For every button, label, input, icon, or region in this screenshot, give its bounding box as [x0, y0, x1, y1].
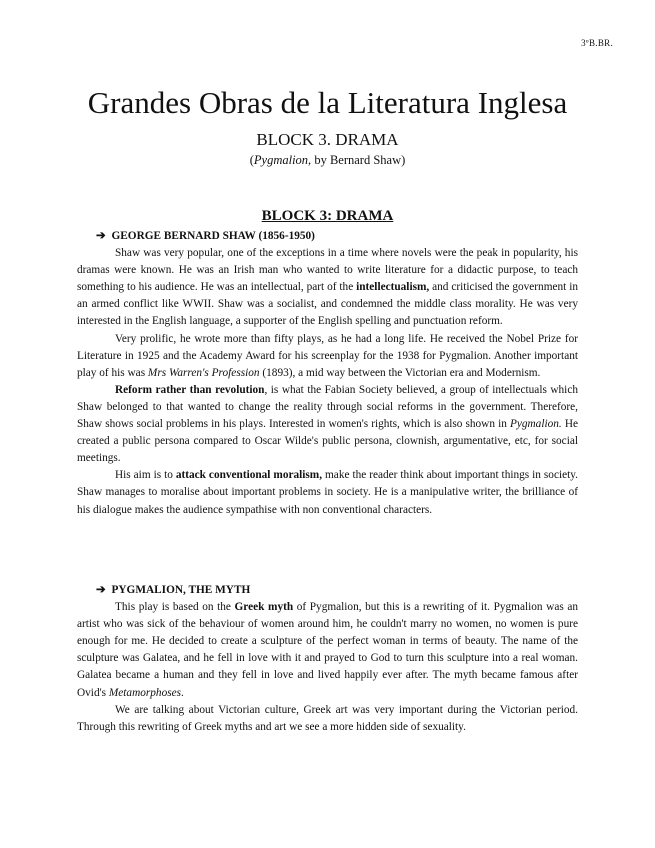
text-run: of Pygmalion, but this is a rewriting of it. Pygmalion was an artist who was sick of the behaviour of women around him, he couldn't marry no women, no women is pure enough for me. He decided to create a sculpture of the perfect woman in terms of beauty. The name of the sculpture was Galatea, and he fell in love with it and prayed to God to turn this sculpture into a real woman. Galatea became a human and they fell in love and lived happily ever after. The myth became famous after Ovid's	[77, 601, 578, 699]
open-paren: (	[249, 153, 254, 167]
topic-heading-myth	[77, 582, 578, 599]
bold-term: Reform rather than revolution	[115, 383, 265, 396]
paragraph	[77, 382, 578, 467]
paragraph: We are talking about Victorian culture, Greek art was very important during the Victorian period. Through this rewriting of Greek myths and art we see a more hidden side of sexuality.	[77, 703, 578, 733]
arrow-right-icon: ➔	[96, 230, 106, 242]
text-run: make the reader think about important things in society. Shaw manages to moralise about important problems in society. He is a manipulative writer, the brilliance of his dialogue makes the audience sympathise with non conventional characters.	[77, 469, 578, 516]
paragraph	[77, 599, 578, 702]
italic-title: Mrs Warren's Profession	[147, 366, 260, 379]
bold-term: Greek myth	[234, 601, 294, 614]
text-run: This play is based on the	[115, 601, 235, 614]
paragraph	[77, 467, 578, 518]
work-title: Pygmalion,	[253, 153, 312, 167]
section-shaw	[77, 228, 578, 519]
italic-title: Metamorphoses	[108, 686, 182, 699]
italic-title: Pygmalion.	[509, 418, 562, 431]
text-run: and criticised the government in an armed conflict like WWII. Shaw was a socialist, and condemned the middle class morality. He was very interested in the English language, a supporter of the English spelling and punctuation reform.	[77, 281, 578, 328]
topic-heading-text: GEORGE BERNARD SHAW (1856-1950)	[111, 230, 315, 242]
work-line	[0, 152, 655, 168]
paragraph	[77, 245, 578, 330]
text-run: Shaw was very popular, one of the exceptions in a time where novels were the peak in popularity, his dramas were known. He was an Irish man who wanted to write literature for a didactic purpose, to teach something to his audience. He was an intellectual, part of the	[77, 247, 578, 294]
text-run: His aim is to	[115, 469, 176, 482]
text-run: .	[181, 686, 184, 699]
paragraph	[77, 331, 578, 382]
topic-heading-text: PYGMALION, THE MYTH	[111, 584, 251, 596]
text-run: , is what the Fabian Society believed, a group of intellectuals which Shaw belonged to that wanted to change the reality through social reforms in the government. Therefore, Shaw shows social problems in his plays. Interested in women's rights, which is also shown in	[77, 383, 578, 431]
text-run: Very prolific, he wrote more than fifty plays, as he had a long life. He received the Nobel Prize for Literature in 1925 and the Academy Award for his screenplay for the 1938 for Pygmalion. Another important play of his was	[77, 332, 578, 379]
section-pygmalion-myth	[77, 582, 578, 736]
section-heading: BLOCK 3: DRAMA	[261, 208, 394, 224]
bold-term: intellectualism,	[356, 281, 430, 294]
corner-mark: 3ºB.BR.	[581, 38, 613, 48]
document-title: Grandes Obras de la Literatura Inglesa	[87, 85, 568, 120]
arrow-right-icon: ➔	[96, 584, 106, 596]
topic-heading-shaw	[77, 228, 578, 245]
text-run: He created a public persona compared to Oscar Wilde's public persona, clownish, argumentative, etc, for social meetings.	[77, 418, 578, 465]
work-author: by Bernard Shaw)	[311, 153, 406, 167]
text-run: (1893), a mid way between the Victorian era and Modernism.	[259, 366, 541, 379]
bold-term: attack conventional moralism,	[175, 469, 323, 482]
block-subtitle: BLOCK 3. DRAMA	[256, 130, 399, 149]
